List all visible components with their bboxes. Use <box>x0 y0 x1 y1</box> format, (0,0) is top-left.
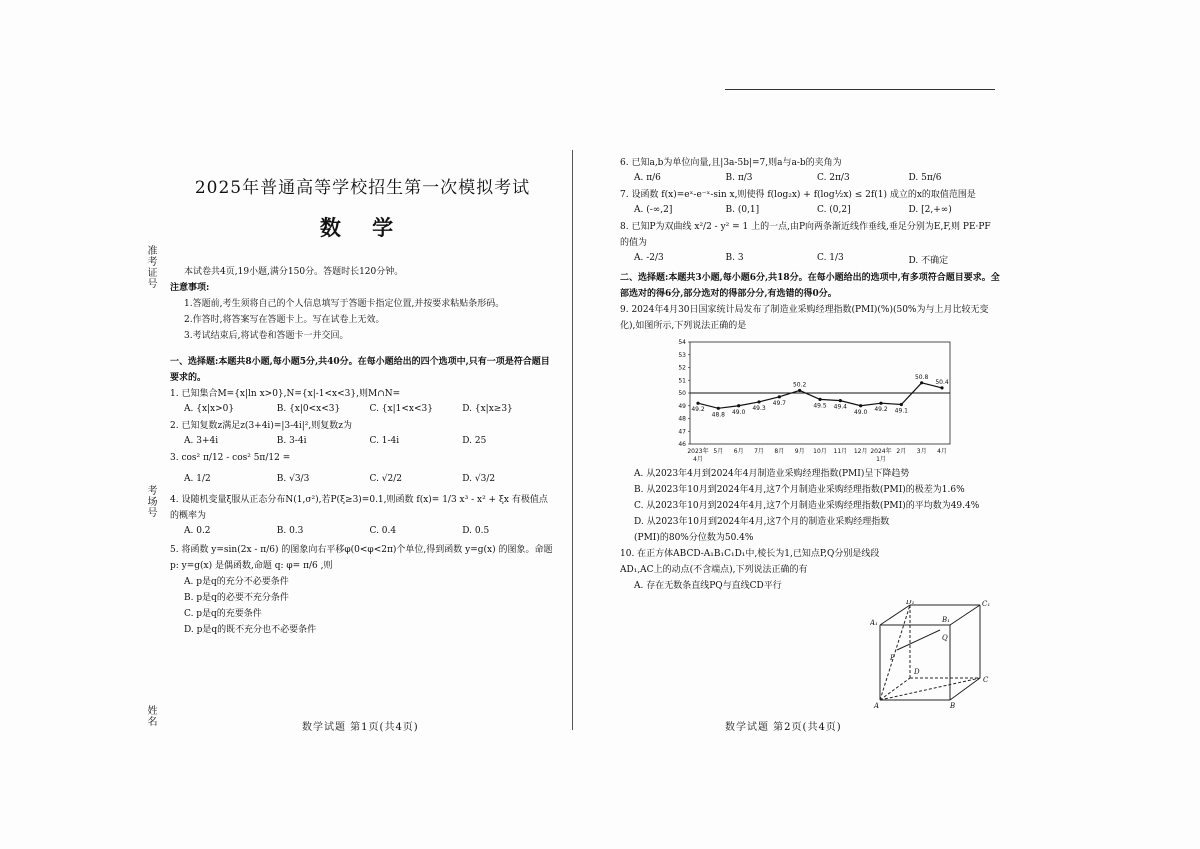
y-tick-label: 50 <box>678 390 686 397</box>
data-label: 49.7 <box>772 399 787 407</box>
page-2 <box>620 155 1000 594</box>
point-label: P <box>890 654 895 662</box>
section-heading: 一、选择题:本题共8小题,每小题5分,共40分。在每小题给出的四个选项中,只有一项是符合题目要求的。 <box>170 357 550 383</box>
data-point <box>859 404 862 407</box>
option: D. p是q的既不充分也不必要条件 <box>184 625 317 635</box>
vertex-label: D <box>914 668 920 676</box>
option: D. 不确定 <box>908 256 949 266</box>
question-stem: 1. 已知集合M={x|ln x>0},N={x|-1<x<3},则M∩N= <box>170 389 401 399</box>
data-label: 50.2 <box>792 381 807 389</box>
option: A. 1/2 <box>184 474 211 484</box>
option: C. {x|1<x<3} <box>369 404 433 414</box>
option: D. √3/2 <box>462 474 496 484</box>
option: B. √3/3 <box>276 474 310 484</box>
option: A. 3+4i <box>184 436 219 446</box>
notice-title: 注意事项: <box>170 283 210 293</box>
option: C. (0,2] <box>817 205 851 215</box>
data-point <box>696 402 699 405</box>
cube-edge <box>880 605 910 625</box>
data-label: 49.2 <box>874 406 888 414</box>
x-tick-label: 9月 <box>794 448 805 455</box>
data-label: 49.4 <box>833 403 848 411</box>
page-1 <box>170 155 555 638</box>
option: A. 存在无数条直线PQ与直线CD平行 <box>634 581 782 591</box>
data-label: 49.0 <box>853 408 868 416</box>
scan-line <box>725 89 995 90</box>
x-tick-label: 4月 <box>693 456 703 463</box>
data-point <box>818 398 821 401</box>
vertex-label: A₁ <box>870 619 878 627</box>
vertex-label: D₁ <box>906 600 915 606</box>
option: C. 2π/3 <box>817 173 850 183</box>
cube-edge <box>950 605 980 625</box>
option: A. {x|x>0} <box>184 404 235 414</box>
data-label: 48.8 <box>711 411 726 419</box>
vertex-label: B₁ <box>942 616 950 624</box>
option: A. p是q的充分不必要条件 <box>184 577 289 587</box>
option: B. p是q的必要不充分条件 <box>184 593 289 603</box>
vertex-label: B <box>950 702 956 710</box>
data-point <box>778 395 781 398</box>
data-label: 49.5 <box>813 402 827 410</box>
option: A. π/6 <box>634 173 661 183</box>
vertex-label: A <box>874 702 880 710</box>
page-footer: 数学试题 第2页(共4页) <box>725 722 842 733</box>
y-tick-label: 49 <box>678 402 686 410</box>
y-tick-label: 52 <box>678 364 686 372</box>
option: A. (-∞,2] <box>634 205 673 215</box>
cube-figure <box>870 600 995 710</box>
data-label: 50.8 <box>914 373 929 381</box>
data-point <box>839 399 842 402</box>
data-label: 49.1 <box>894 407 909 415</box>
option: D. 从2023年10月到2024年4月,这7个月的制造业采购经理指数(PMI)的80%分位数为50.4% <box>634 517 890 543</box>
question-stem: 9. 2024年4月30日国家统计局发布了制造业采购经理指数(PMI)(%)(50%为与上月比较无变化),如图所示,下列说法正确的是 <box>620 305 989 331</box>
x-tick-label: 12月 <box>853 448 868 455</box>
x-tick-label: 3月 <box>916 448 927 455</box>
margin-exam-number: 准考证号 <box>145 245 156 289</box>
subject-title: 数 学 <box>319 215 406 240</box>
data-point <box>920 381 923 384</box>
question-options <box>170 404 555 414</box>
notice-item: 1.答题前,考生须将自己的个人信息填写于答题卡指定位置,并按要求粘贴条形码。 <box>184 299 505 309</box>
data-point <box>879 402 882 405</box>
x-tick-label: 1月 <box>876 456 886 463</box>
question-stem: 10. 在正方体ABCD-A₁B₁C₁D₁中,棱长为1,已知点P,Q分别是线段AD₁,AC上的动点(不含端点),下列说法正确的有 <box>620 549 880 575</box>
question-options <box>170 474 555 484</box>
x-tick-label: 4月 <box>937 448 947 455</box>
x-tick-label: 2月 <box>896 448 907 455</box>
option: B. 3 <box>725 253 744 263</box>
question-options <box>620 253 1000 266</box>
segment-AD1 <box>880 605 910 700</box>
option: C. 1/3 <box>817 253 844 263</box>
question-options <box>620 205 1000 215</box>
option: D. 0.5 <box>462 526 490 536</box>
margin-room-number: 考场号 <box>145 485 156 518</box>
data-point <box>798 389 801 392</box>
question-options <box>170 526 555 536</box>
option: A. -2/3 <box>634 253 664 263</box>
data-point <box>717 407 720 410</box>
vertex-label: C₁ <box>982 600 991 608</box>
option: B. 0.3 <box>276 526 304 536</box>
x-tick-label: 6月 <box>733 448 744 455</box>
data-label: 49.3 <box>752 404 766 412</box>
page-divider <box>572 150 573 730</box>
y-tick-label: 53 <box>678 351 686 359</box>
question-stem: 7. 设函数 f(x)=eˣ-e⁻ˣ-sin x,则使得 f(log₂x) + f(log½x) ≤ 2f(1) 成立的x的取值范围是 <box>620 190 976 200</box>
option: B. {x|0<x<3} <box>276 404 341 414</box>
option: D. {x|x≥3} <box>462 404 513 414</box>
question-stem: 4. 设随机变量ξ服从正态分布N(1,σ²),若P(ξ≥3)=0.1,则函数 f(x)= 1/3 x³ - x² + ξx 有极值点的概率为 <box>170 495 548 521</box>
section-heading: 二、选择题:本题共3小题,每小题6分,共18分。在每小题给出的选项中,有多项符合题目要求。全部选对的得6分,部分选对的得部分分,有选错的得0分。 <box>620 273 1000 299</box>
question-stem: 6. 已知a,b为单位向量,且|3a-5b|=7,则a与a-b的夹角为 <box>620 158 842 168</box>
question-stem: 3. cos² π/12 - cos² 5π/12 = <box>170 453 291 463</box>
x-tick-label: 5月 <box>713 448 724 455</box>
vertex-label: C <box>983 676 989 684</box>
data-point <box>757 400 760 403</box>
data-label: 50.4 <box>935 378 949 386</box>
exam-title: 2025年普通高等学校招生第一次模拟考试 <box>194 178 531 198</box>
data-point <box>900 403 903 406</box>
question-stem: 5. 将函数 y=sin(2x - π/6) 的图象向右平移φ(0<φ<2π)个单位,得到函数 y=g(x) 的图象。命题 p: y=g(x) 是偶函数,命题 q: φ= π/6 ,则 <box>170 545 553 571</box>
option: D. [2,+∞) <box>908 205 952 215</box>
y-tick-label: 47 <box>678 428 686 436</box>
option: C. 从2023年10月到2024年4月,这7个月制造业采购经理指数(PMI)的平均数为49.4% <box>634 501 980 511</box>
option: D. 5π/6 <box>908 173 942 183</box>
x-tick-label: 7月 <box>754 448 764 455</box>
option: C. p是q的充要条件 <box>184 609 262 619</box>
data-point <box>737 404 740 407</box>
x-tick-label: 11月 <box>833 448 848 455</box>
x-tick-label: 2024年 <box>870 448 892 455</box>
page-footer: 数学试题 第1页(共4页) <box>302 722 419 733</box>
option: A. 从2023年4月到2024年4月制造业采购经理指数(PMI)呈下降趋势 <box>634 469 910 479</box>
y-tick-label: 51 <box>678 377 686 385</box>
notice-item: 3.考试结束后,将试卷和答题卡一并交回。 <box>184 331 349 341</box>
data-label: 49.0 <box>731 408 746 416</box>
question-stem: 8. 已知P为双曲线 x²/2 - y² = 1 上的一点,由P向两条渐近线作垂线,垂足分别为E,F,则 PE·PF 的值为 <box>620 222 991 248</box>
question-options <box>620 173 1000 183</box>
point-label: Q <box>942 634 948 642</box>
y-tick-label: 46 <box>678 441 686 448</box>
option: B. 从2023年10月到2024年4月,这7个月制造业采购经理指数(PMI)的极差为1.6% <box>634 485 965 495</box>
x-tick-label: 8月 <box>774 448 785 455</box>
data-label: 49.2 <box>691 406 705 414</box>
pmi-line-chart <box>660 336 960 466</box>
notice-item: 2.作答时,将答案写在答题卡上。写在试卷上无效。 <box>184 315 385 325</box>
option: A. 0.2 <box>184 526 211 536</box>
margin-name: 姓名 <box>145 705 156 727</box>
x-tick-label: 2023年 <box>687 448 709 455</box>
intro-text: 本试卷共4页,19小题,满分150分。答题时长120分钟。 <box>184 267 404 277</box>
option: C. 0.4 <box>369 526 397 536</box>
option: B. (0,1] <box>725 205 760 215</box>
x-tick-label: 10月 <box>813 448 827 455</box>
y-tick-label: 54 <box>678 339 686 346</box>
option: C. 1-4i <box>369 436 400 446</box>
option: B. 3-4i <box>276 436 307 446</box>
question-stem: 2. 已知复数z满足z(3+4i)=|3-4i|²,则复数z为 <box>170 421 353 431</box>
option: B. π/3 <box>725 173 753 183</box>
question-options <box>170 436 555 446</box>
data-point <box>940 386 943 389</box>
segment-PQ <box>897 630 940 650</box>
option: D. 25 <box>462 436 487 446</box>
y-tick-label: 48 <box>678 415 686 423</box>
option: C. √2/2 <box>369 474 403 484</box>
